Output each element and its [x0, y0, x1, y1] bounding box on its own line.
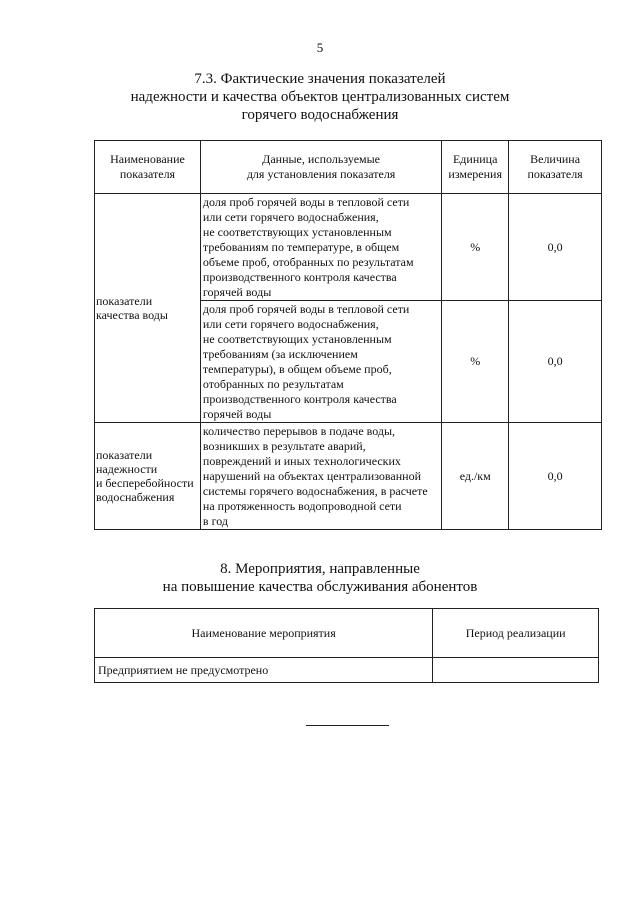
period-cell: [433, 658, 599, 683]
header-data-used: [200, 141, 441, 194]
data-line: нарушений на объектах централизованной: [202, 469, 421, 483]
header-unit: [442, 141, 509, 194]
data-line: или сети горячего водоснабжения,: [202, 210, 379, 224]
data-line: возникших в результате аварий,: [202, 439, 366, 453]
header-text-line: Единица: [452, 152, 498, 166]
indicator-name-line: водоснабжения: [96, 490, 175, 504]
indicator-name-line: показатели: [96, 448, 153, 462]
data-line: горячей воды: [202, 285, 272, 299]
header-text-line: показателя: [527, 167, 583, 181]
data-line: температуры), в общем объеме проб,: [202, 362, 392, 376]
data-line: не соответствующих установленным: [202, 225, 392, 239]
data-line: требованиям (за исключением: [202, 347, 358, 361]
header-measure-name: Наименование мероприятия: [95, 609, 433, 658]
unit-cell: ед./км: [442, 423, 509, 530]
section-7-3-title-line: 7.3. Фактические значения показателей: [194, 71, 446, 87]
header-text-line: измерения: [448, 167, 502, 181]
unit-cell: %: [442, 301, 509, 423]
table-row: [95, 423, 602, 530]
data-line: требованиям по температуре, в общем: [202, 240, 400, 254]
data-line: повреждений и иных технологических: [202, 454, 401, 468]
table-row: [95, 194, 602, 301]
data-description-cell: [200, 301, 441, 423]
indicator-name-cell: [95, 194, 201, 423]
measures-table: [94, 608, 599, 683]
data-line: системы горячего водоснабжения, в расчете: [202, 484, 428, 498]
header-indicator-name: [95, 141, 201, 194]
section-7-3-title: [0, 70, 640, 124]
data-line: объеме проб, отобранных по результатам: [202, 255, 414, 269]
header-implementation-period: Период реализации: [433, 609, 599, 658]
header-text-line: показателя: [119, 167, 176, 181]
table-header-row: [95, 141, 602, 194]
data-line: доля проб горячей воды в тепловой сети: [202, 195, 410, 209]
data-line: горячей воды: [202, 407, 272, 421]
unit-cell: %: [442, 194, 509, 301]
data-description-cell: [200, 194, 441, 301]
indicator-name-line: показатели: [96, 294, 153, 308]
indicator-name-line: надежности: [96, 462, 158, 476]
data-line: производственного контроля качества: [202, 392, 397, 406]
header-text-line: для установления показателя: [246, 167, 396, 181]
header-text-line: Данные, используемые: [262, 152, 380, 166]
header-text-line: Величина: [530, 152, 581, 166]
table-header-row: [95, 609, 599, 658]
data-line: производственного контроля качества: [202, 270, 397, 284]
table-row: [95, 658, 599, 683]
section-8-title-line: 8. Мероприятия, направленные: [220, 561, 420, 577]
measure-cell: Предприятием не предусмотрено: [95, 658, 433, 683]
closing-divider-line: [306, 725, 389, 726]
data-line: в год: [202, 514, 228, 528]
section-8-title-line: на повышение качества обслуживания абонентов: [162, 579, 478, 595]
data-line: доля проб горячей воды в тепловой сети: [202, 302, 410, 316]
data-description-cell: [200, 423, 441, 530]
header-value: [509, 141, 602, 194]
reliability-quality-table: [94, 140, 602, 530]
data-line: на протяженность водопроводной сети: [202, 499, 402, 513]
value-cell: 0,0: [509, 301, 602, 423]
data-line: отобранных по результатам: [202, 377, 344, 391]
data-line: или сети горячего водоснабжения,: [202, 317, 379, 331]
section-8-title: [0, 560, 640, 596]
data-line: не соответствующих установленным: [202, 332, 392, 346]
data-line: количество перерывов в подаче воды,: [202, 424, 396, 438]
indicator-name-line: качества воды: [96, 308, 168, 322]
indicator-name-cell: [95, 423, 201, 530]
header-text-line: Наименование: [110, 152, 185, 166]
section-7-3-title-line: горячего водоснабжения: [241, 107, 399, 123]
section-7-3-title-line: надежности и качества объектов централизованных систем: [130, 89, 510, 105]
value-cell: 0,0: [509, 194, 602, 301]
page-number: 5: [316, 40, 324, 55]
value-cell: 0,0: [509, 423, 602, 530]
indicator-name-line: и бесперебойности: [96, 476, 194, 490]
